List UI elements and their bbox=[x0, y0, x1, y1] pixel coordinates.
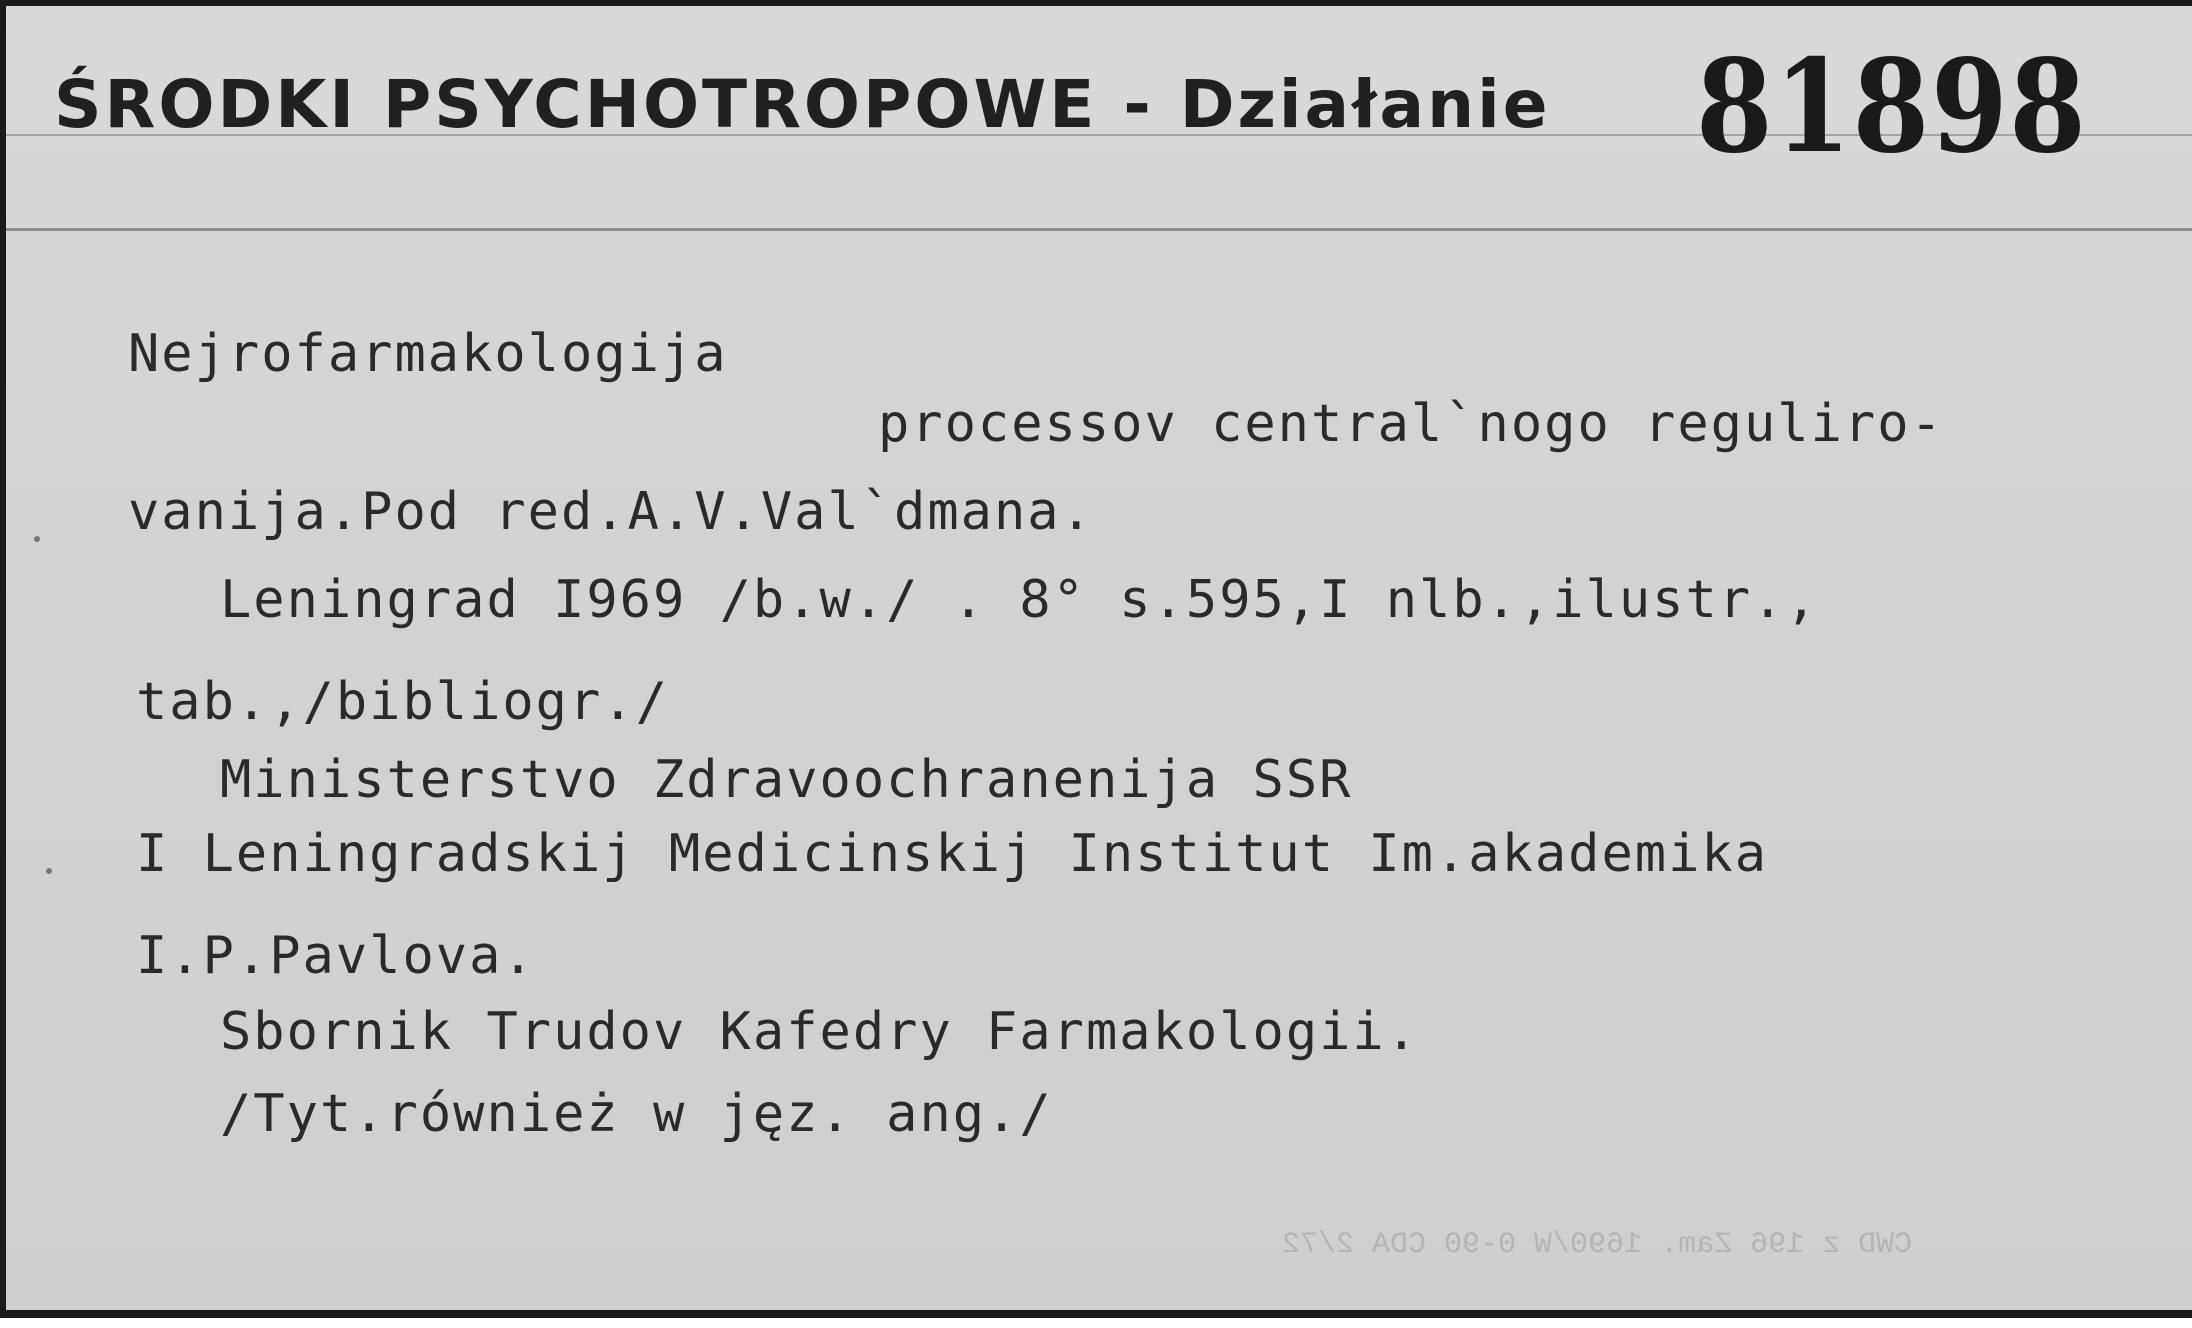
editor-line: vanija.Pod red.A.V.Val`dmana. bbox=[128, 482, 1094, 542]
series-line: Sbornik Trudov Kafedry Farmakologii. bbox=[220, 1002, 1420, 1062]
call-number: 81898 bbox=[1696, 32, 2088, 182]
title-line-1: Nejrofarmakologija bbox=[128, 324, 728, 384]
imprint-line-cont: tab.,/bibliogr./ bbox=[136, 672, 669, 732]
title-line-2: processov central`nogo reguliro- bbox=[878, 394, 1944, 454]
institute-line: I Leningradskij Medicinskij Institut Im.akademika bbox=[136, 824, 1769, 884]
header-divider bbox=[6, 228, 2192, 231]
paper-speck bbox=[46, 868, 52, 874]
language-note: /Tyt.również w jęz. ang./ bbox=[220, 1084, 1053, 1144]
imprint-line: Leningrad I969 /b.w./ . 8° s.595,I nlb.,ilustr., bbox=[220, 570, 1819, 630]
subject-heading: ŚRODKI PSYCHOTROPOWE - Działanie bbox=[54, 66, 1551, 143]
printer-stamp: CWD z 196 Zam. 1690/W 0-90 CDA 2/72 bbox=[1282, 1228, 1913, 1262]
institute-line-cont: I.P.Pavlova. bbox=[136, 926, 536, 986]
ministry-line: Ministerstvo Zdravoochranenija SSR bbox=[220, 750, 1353, 810]
paper-speck bbox=[34, 536, 40, 542]
